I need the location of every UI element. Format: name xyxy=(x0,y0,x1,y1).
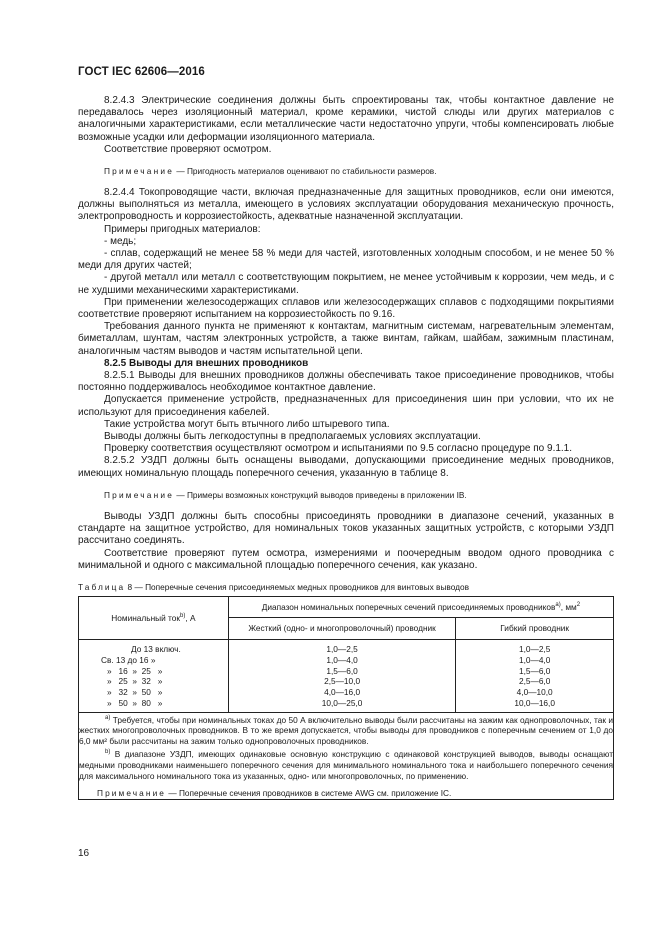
table-cell-rigid: 4,0—16,0 xyxy=(324,687,361,698)
footnote-marker: b) xyxy=(105,749,111,756)
table-body xyxy=(79,639,614,712)
paragraph-access: Выводы должны быть легкодоступны в предполагаемых условиях эксплуатации. xyxy=(104,431,481,443)
footnote-ref: a) xyxy=(555,602,561,609)
current-column xyxy=(79,639,229,712)
note-2 xyxy=(78,490,614,501)
table-8 xyxy=(78,596,614,800)
table-cell-current: » 32 » 50 » xyxy=(107,687,163,698)
table-cell-rigid: 1,0—2,5 xyxy=(326,643,358,654)
table-cell-rigid: 10,0—25,0 xyxy=(321,697,363,708)
footnote-b-text: В диапазоне УЗДП, имеющих одинаковые основную конструкцию с одинаковой конструкцией выводов, выводы оснащают медными проводниками наименьшего поперечного сечения для минимального номинального тока и наибольшего поперечного сечения для максимального номинального тока из указанных, одно- или многопроволочных, по применению. xyxy=(79,749,613,782)
paragraph-requirements: Требования данного пункта не применяют к контактам, магнитным системам, нагревательным элементам, биметаллам, шунтам, частям электронных устройств, а также винтам, гайкам, шайбам, зажимным пластинам, аналогичным частям выводов и частям испытательной цепи. xyxy=(78,321,614,357)
note-text: — Примеры возможных конструкций выводов приведены в приложении IB. xyxy=(176,489,467,500)
paragraph-8-2-4-3: 8.2.4.3 Электрические соединения должны быть спроектированы так, чтобы контактное давление не передавалось через изоляционный материал, кроме керамики, чистой слюды или других материалов с аналогичными характеристиками, если металлические части недостаточно упруги, чтобы компенсировать любые возможные усадки или деформации изоляционного материала. xyxy=(78,95,614,143)
footnote-a-text: Требуется, чтобы при номинальных токах до 50 А включительно выводы были рассчитаны на зажим как однопроволочных, так и жестких многопроволочных проводников. В то же время допускается, чтобы выводы для проводников с поперечным сечением от 1,0 до 6,0 мм² были рассчитаны на зажим только однопроволочных проводников. xyxy=(79,714,613,747)
note-1 xyxy=(78,166,614,177)
table-cell-current: Св. 13 до 16 » xyxy=(101,654,156,665)
note-label: Примечание xyxy=(104,489,175,500)
paragraph-allowed: Допускается применение устройств, предназначенных для присоединения шин при условии, что их не используют для присоединения кабелей. xyxy=(78,394,614,418)
header-flex: Гибкий проводник xyxy=(456,617,614,639)
note-label: Примечание xyxy=(97,788,167,799)
table-cell-current: До 13 включ. xyxy=(131,643,181,654)
document-page xyxy=(78,66,614,800)
note-text: — Поперечные сечения проводников в системе AWG см. приложение IC. xyxy=(168,788,452,799)
footnote-b xyxy=(79,747,613,782)
table-cell-flex: 1,5—6,0 xyxy=(518,665,551,676)
paragraph-check-1: Соответствие проверяют осмотром. xyxy=(104,143,272,155)
table-cell-flex: 4,0—10,0 xyxy=(516,687,553,698)
document-header: ГОСТ IEC 62606—2016 xyxy=(78,66,205,78)
table-cell-current: » 50 » 80 » xyxy=(107,697,163,708)
table-cell-current: » 16 » 25 » xyxy=(107,665,163,676)
table-cell-flex: 1,0—4,0 xyxy=(518,654,551,665)
header-current-label: Номинальный ток xyxy=(111,612,181,623)
header-rigid: Жесткий (одно- и многопроволочный) проводник xyxy=(228,617,456,639)
paragraph-8-2-5-1: 8.2.5.1 Выводы для внешних проводников должны обеспечивать такое присоединение проводников, чтобы постоянно поддерживалось необходимое контактное давление. xyxy=(78,370,614,394)
table-caption-text: 8 — Поперечные сечения присоединяемых медных проводников для винтовых выводов xyxy=(127,581,470,592)
paragraph-capable: Выводы УЗДП должны быть способны присоединять проводники в диапазоне сечений, указанных в стандарте на защитное устройство, для номинальных токов указанных защитных устройств, с которыми УЗДП рассчитано соединять. xyxy=(78,510,614,547)
footnote-marker: a) xyxy=(105,714,111,721)
note-text: — Пригодность материалов оценивают по стабильности размеров. xyxy=(176,166,437,177)
list-item: - сплав, содержащий не менее 58 % меди для частей, изготовленных холодным способом, и не менее 50 % меди для других частей; xyxy=(78,248,614,272)
table-cell-flex: 1,0—2,5 xyxy=(518,643,551,654)
header-range-label: Диапазон номинальных поперечных сечений присоединяемых проводников xyxy=(261,601,556,612)
table-cell-flex: 2,5—6,0 xyxy=(518,676,551,687)
flex-column xyxy=(456,639,614,712)
paragraph-examples: Примеры пригодных материалов: xyxy=(104,223,261,235)
header-current xyxy=(79,596,229,639)
table-caption xyxy=(78,582,614,592)
header-current-unit: , А xyxy=(185,612,196,623)
table-cell-rigid: 1,5—6,0 xyxy=(326,665,358,676)
table-footnotes xyxy=(79,712,614,800)
footnote-a xyxy=(79,713,613,748)
paragraph-such: Такие устройства могут быть втычного либо штыревого типа. xyxy=(104,418,390,430)
table-cell-rigid: 2,5—10,0 xyxy=(324,676,361,687)
table-cell-current: » 25 » 32 » xyxy=(107,676,163,687)
footnote-ref: b) xyxy=(180,613,186,620)
unit-exponent: 2 xyxy=(576,602,581,609)
table-cell-rigid: 1,0—4,0 xyxy=(326,654,358,665)
heading-8-2-5: 8.2.5 Выводы для внешних проводников xyxy=(104,357,309,369)
paragraph-check-2: Проверку соответствия осуществляют осмотром и испытаниями по 9.5 согласно процедуре по 9.1.1. xyxy=(104,443,573,455)
paragraph-8-2-4-4: 8.2.4.4 Токопроводящие части, включая предназначенные для защитных проводников, если они имеются, должны выполняться из металла, имеющего в условиях эксплуатации оборудования механическую прочность, электропроводность и коррозиестойкость, адекватные назначенной эксплуатации. xyxy=(78,187,614,223)
table-cell-flex: 10,0—16,0 xyxy=(514,697,555,708)
header-range-unit: , мм xyxy=(560,601,577,612)
paragraph-8-2-5-2: 8.2.5.2 УЗДП должны быть оснащены выводами, допускающими присоединение медных проводников, имеющих номинальную площадь поперечного сечения, указанную в таблице 8. xyxy=(78,455,614,479)
paragraph-iron: При применении железосодержащих сплавов или железосодержащих сплавов с подходящими покрытиями соответствие проверяют испытанием на коррозиестойкость по 9.16. xyxy=(78,296,614,321)
table-note xyxy=(79,788,613,799)
page-number: 16 xyxy=(78,848,90,859)
paragraph-check-3: Соответствие проверяют путем осмотра, измерениями и поочередным вводом одного проводника с минимальной и одного с максимальной площадью поперечного сечения, как указано. xyxy=(78,547,614,571)
note-label: Примечание xyxy=(104,166,175,177)
rigid-column xyxy=(228,639,456,712)
list-item: - другой металл или металл с соответствующим покрытием, не менее устойчивым к коррозии, чем медь, и с не худшими механическими характеристиками. xyxy=(78,272,614,296)
list-item: - медь; xyxy=(104,235,137,247)
header-range xyxy=(228,596,613,617)
table-caption-label: Таблица xyxy=(78,581,126,592)
